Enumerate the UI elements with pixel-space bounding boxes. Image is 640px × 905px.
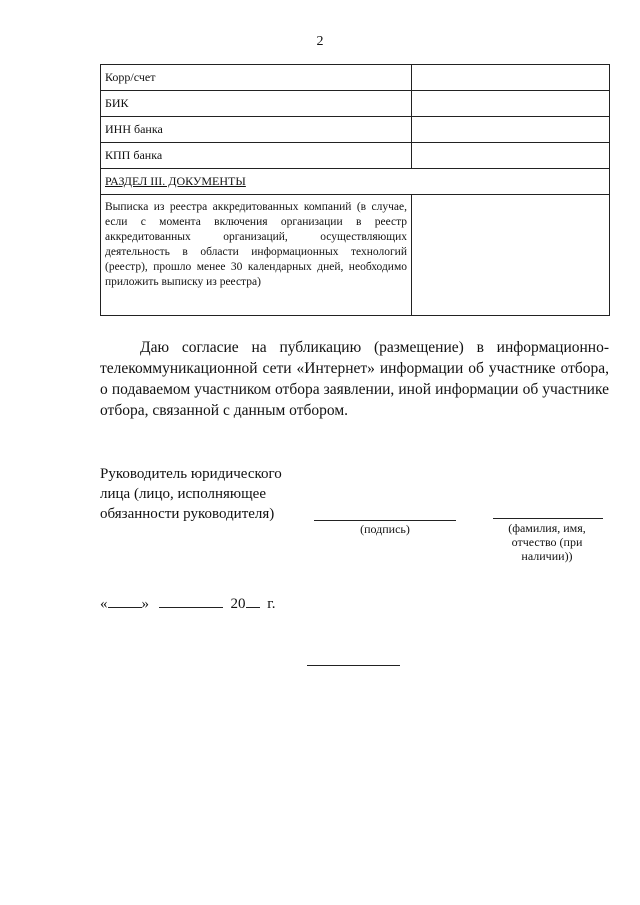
registry-extract-value[interactable]	[412, 195, 610, 316]
date-field	[100, 596, 275, 613]
table-row	[101, 65, 610, 91]
bik-label: БИК	[101, 91, 412, 117]
footer-line	[307, 665, 400, 666]
signature-caption: (подпись)	[360, 522, 410, 536]
bank-inn-label: ИНН банка	[101, 117, 412, 143]
signer-role: Руководитель юридического лица (лицо, исполняющее обязанности руководителя)	[100, 466, 282, 522]
table-row	[101, 91, 610, 117]
name-caption: (фамилия, имя, отчество (при наличии))	[508, 521, 586, 563]
day-blank[interactable]	[108, 606, 142, 608]
registry-extract-label: Выписка из реестра аккредитованных компаний (в случае, если с момента включения организации в реестр аккредитованных организаций, осуществляющих деятельность в области информационных технологий (реестр), прошло менее 30 календарных дней, необходимо приложить выписку из реестра)	[101, 195, 412, 316]
bank-kpp-label: КПП банка	[101, 143, 412, 169]
corr-account-value[interactable]	[412, 65, 610, 91]
section-row	[101, 169, 610, 195]
name-line[interactable]	[493, 518, 603, 519]
bik-value[interactable]	[412, 91, 610, 117]
signature-line[interactable]	[314, 520, 456, 521]
table-row	[101, 117, 610, 143]
bank-inn-value[interactable]	[412, 117, 610, 143]
year-suffix: г.	[267, 596, 276, 612]
date-close-quote: »	[141, 596, 149, 612]
date-open-quote: «	[100, 596, 108, 612]
year-blank[interactable]	[246, 606, 260, 608]
table-row	[101, 195, 610, 316]
section-cell	[101, 169, 610, 195]
corr-account-label: Корр/счет	[101, 65, 412, 91]
month-blank[interactable]	[159, 606, 223, 608]
bank-details-table	[100, 64, 610, 316]
consent-paragraph: Даю согласие на публикацию (размещение) в информационно-телекоммуникационной сети «Интернет» информации об участнике отбора, о подаваемом участником отбора заявлении, иной информации об участнике отбора, связанной с данным отбором.	[100, 339, 609, 419]
page-number: 2	[316, 34, 324, 49]
bank-kpp-value[interactable]	[412, 143, 610, 169]
table-row	[101, 143, 610, 169]
year-prefix: 20	[230, 596, 246, 612]
section-title: РАЗДЕЛ III. ДОКУМЕНТЫ	[105, 174, 246, 188]
